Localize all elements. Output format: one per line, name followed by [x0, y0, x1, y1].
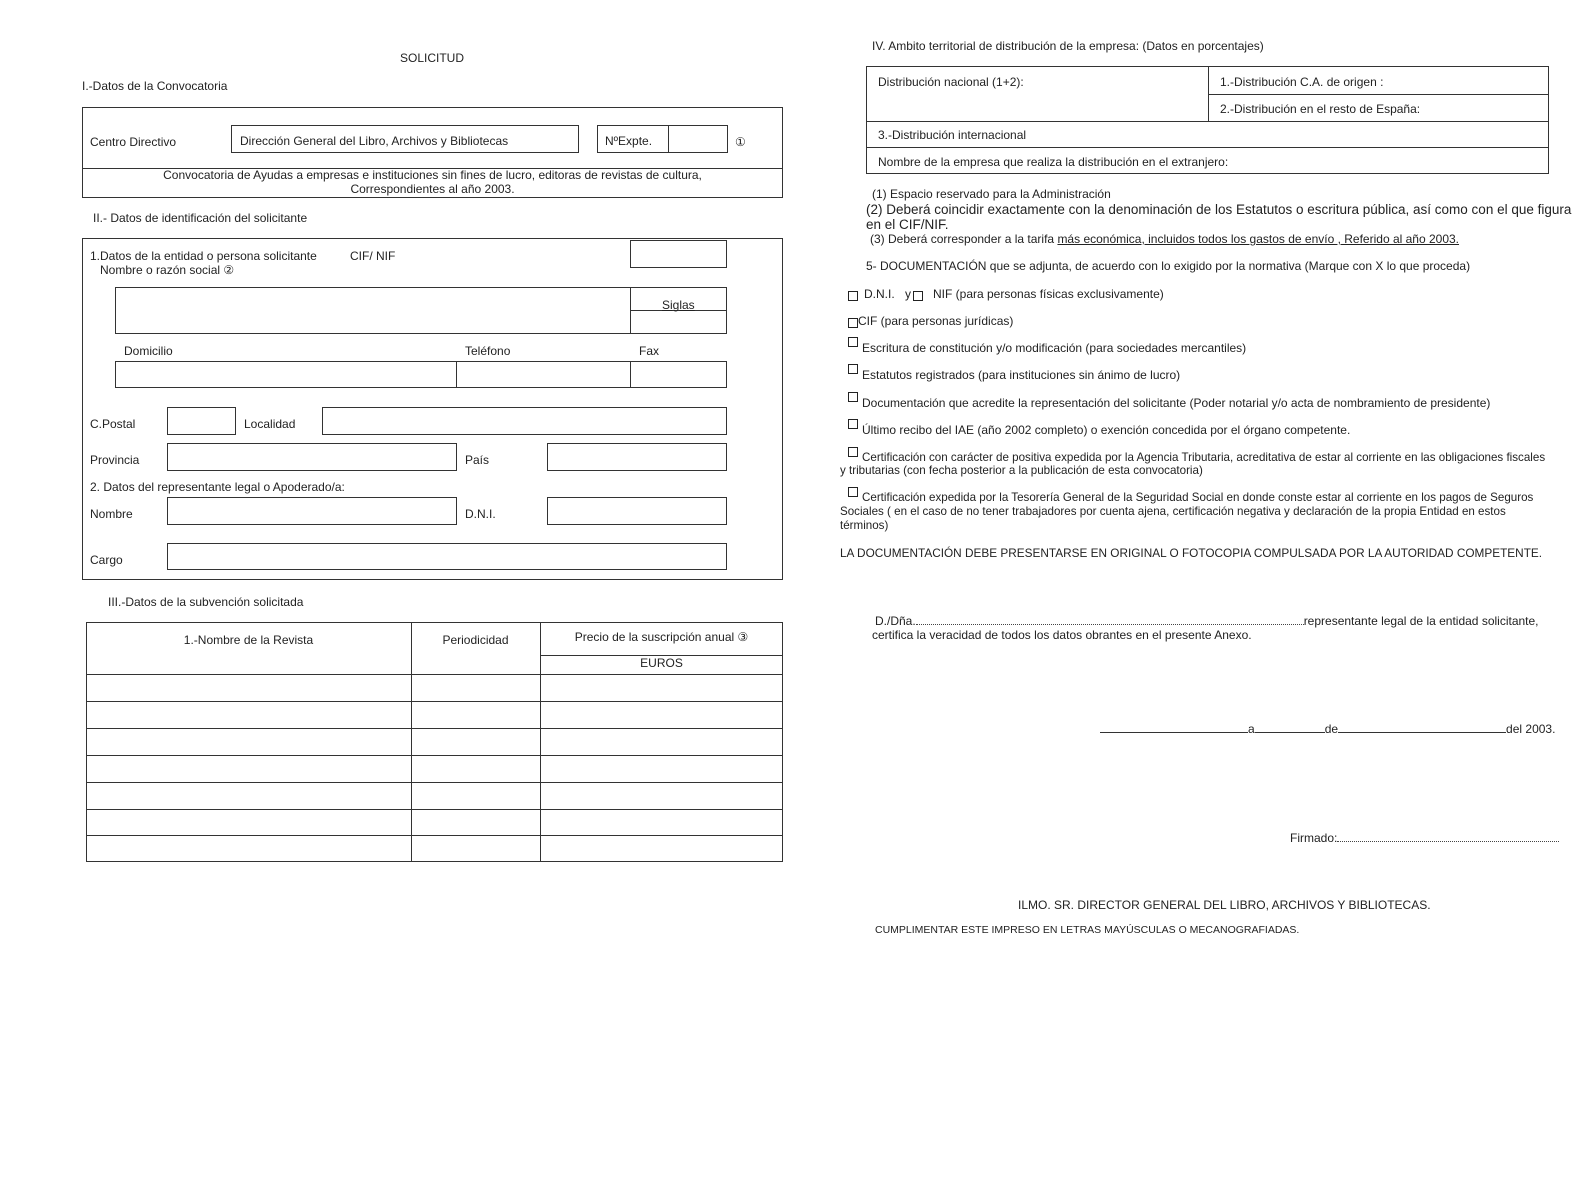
addressee: ILMO. SR. DIRECTOR GENERAL DEL LIBRO, ARCHIVOS Y BIBLIOTECAS. [1018, 898, 1431, 912]
expte-label: NºExpte. [605, 134, 653, 148]
date-de-label: de [1324, 722, 1339, 736]
note-1-mark: ① [735, 135, 746, 149]
cargo-label: Cargo [90, 553, 123, 567]
estatutos-label: Estatutos registrados (para instituciones sin ánimo de lucro) [862, 368, 1181, 382]
month-underline[interactable] [1338, 732, 1506, 733]
provincia-label: Provincia [90, 453, 140, 467]
localidad-field[interactable] [322, 407, 727, 435]
note-3 [870, 232, 1459, 246]
cert-agencia-line2: y tributarias (con fecha posterior a la publicación de esta convocatoria) [840, 464, 1203, 477]
dni-checkbox[interactable] [848, 291, 858, 301]
cif-nif-label: CIF/ NIF [350, 249, 396, 263]
table-row [87, 782, 782, 783]
distribucion-resto-espana: 2.-Distribución en el resto de España: [1220, 102, 1421, 116]
section-1-heading: I.-Datos de la Convocatoria [82, 79, 228, 93]
rep-nombre-field[interactable] [167, 497, 457, 525]
entity-label: 1.Datos de la entidad o persona solicitante [90, 249, 317, 263]
cargo-field[interactable] [167, 543, 727, 570]
provincia-field[interactable] [167, 443, 457, 471]
y-label: y [905, 287, 911, 301]
nif-checkbox[interactable] [913, 291, 923, 301]
certification-line1 [875, 614, 1539, 628]
certification-line2: certifica la veracidad de todos los datos obrantes en el presente Anexo. [872, 628, 1252, 642]
col-precio: Precio de la suscripción anual ③ [574, 630, 749, 644]
note-2-line2: en el CIF/NIF. [866, 217, 949, 232]
divider [867, 147, 1548, 148]
distribucion-internacional: 3.-Distribución internacional [878, 128, 1027, 142]
pais-field[interactable] [547, 443, 727, 471]
empresa-extranjero: Nombre de la empresa que realiza la distribución en el extranjero: [878, 155, 1229, 169]
representacion-checkbox[interactable] [848, 392, 858, 402]
note-3-underlined: más económica, incluidos todos los gastos de envío , Referido al año 2003. [1057, 232, 1460, 246]
place-underline[interactable] [1100, 732, 1248, 733]
table-row [87, 701, 782, 702]
instructions: CUMPLIMENTAR ESTE IMPRESO EN LETRAS MAYÚSCULAS O MECANOGRAFIADAS. [875, 924, 1300, 936]
table-row [87, 755, 782, 756]
centro-directivo-label: Centro Directivo [90, 135, 177, 149]
cif-label: CIF (para personas jurídicas) [858, 314, 1014, 328]
iae-label: Último recibo del IAE (año 2002 completo) o exención concedida por el órgano competente. [862, 423, 1351, 437]
cert-ss-line1: Certificación expedida por la Tesorería General de la Seguridad Social en donde conste estar al corriente en los pagos de Seguros [862, 491, 1534, 504]
domicilio-field[interactable] [115, 361, 457, 388]
rep-dni-field[interactable] [547, 497, 727, 525]
fax-label: Fax [639, 344, 660, 358]
telefono-field[interactable] [456, 361, 631, 388]
col-periodicidad: Periodicidad [442, 633, 509, 647]
cert-ss-line3: términos) [840, 519, 889, 532]
cert-agencia-checkbox[interactable] [848, 447, 858, 457]
col-nombre-revista: 1.-Nombre de la Revista [183, 633, 314, 647]
section-2-heading: II.- Datos de identificación del solicitante [93, 211, 308, 225]
note-2-line1: (2) Deberá coincidir exactamente con la denominación de los Estatutos o escritura pública, así como con el que figura [866, 202, 1572, 217]
rep-dni-label: D.N.I. [465, 507, 496, 521]
original-notice: LA DOCUMENTACIÓN DEBE PRESENTARSE EN ORIGINAL O FOTOCOPIA COMPULSADA POR LA AUTORIDAD COMPETENTE. [840, 546, 1543, 560]
note-1: (1) Espacio reservado para la Administración [872, 187, 1111, 201]
table-row [87, 728, 782, 729]
codigo-postal-label: C.Postal [90, 417, 136, 431]
rep-nombre-label: Nombre [90, 507, 133, 521]
divider [668, 126, 669, 152]
escritura-label: Escritura de constitución y/o modificación (para sociedades mercantiles) [862, 341, 1247, 355]
signature-line [1290, 831, 1559, 845]
nombre-razon-social-label: Nombre o razón social ② [100, 263, 235, 277]
representacion-label: Documentación que acredite la representación del solicitante (Poder notarial y/o acta de nombramiento de presidente) [862, 396, 1491, 410]
cif-nif-field[interactable] [630, 240, 727, 268]
cert-ss-checkbox[interactable] [848, 487, 858, 497]
escritura-checkbox[interactable] [848, 337, 858, 347]
centro-directivo-value: Dirección General del Libro, Archivos y Bibliotecas [240, 134, 509, 148]
distribucion-ca-origen: 1.-Distribución C.A. de origen : [1220, 75, 1384, 89]
date-line [1100, 722, 1555, 736]
cert-agencia-line1: Certificación con carácter de positiva expedida por la Agencia Tributaria, acreditativa de estar al corriente en las obligaciones fiscales [862, 451, 1546, 464]
distribucion-nacional: Distribución nacional (1+2): [878, 75, 1024, 89]
divider [867, 121, 1548, 122]
signature-dotted-line[interactable] [1337, 841, 1559, 842]
dd-label: D./Dña. [875, 614, 916, 628]
expte-field[interactable] [597, 125, 728, 153]
day-underline[interactable] [1255, 732, 1325, 733]
convocatoria-text-line1: Convocatoria de Ayudas a empresas e instituciones sin fines de lucro, editoras de revistas de cultura, [163, 168, 702, 182]
cif-checkbox[interactable] [848, 318, 858, 328]
estatutos-checkbox[interactable] [848, 364, 858, 374]
divider [411, 623, 412, 861]
centro-directivo-field[interactable] [231, 125, 579, 153]
iae-checkbox[interactable] [848, 419, 858, 429]
section-3-heading: III.-Datos de la subvención solicitada [108, 595, 304, 609]
nombre-razon-social-field[interactable] [115, 287, 727, 334]
table-row [87, 835, 782, 836]
divider [1208, 94, 1548, 95]
siglas-label: Siglas [662, 298, 695, 312]
table-row [87, 809, 782, 810]
section-5-heading: 5- DOCUMENTACIÓN que se adjunta, de acuerdo con lo exigido por la normativa (Marque con X lo que proceda) [866, 259, 1471, 273]
representative-heading: 2. Datos del representante legal o Apoderado/a: [90, 480, 345, 494]
codigo-postal-field[interactable] [167, 407, 236, 435]
note-3-prefix: (3) Deberá corresponder a la tarifa [870, 232, 1058, 246]
telefono-label: Teléfono [465, 344, 511, 358]
date-del-label: del 2003. [1506, 722, 1556, 736]
date-a-label: a [1248, 722, 1255, 736]
nif-label: NIF (para personas físicas exclusivamente) [933, 287, 1164, 301]
name-dotted-line[interactable] [916, 624, 1304, 625]
representante-label: representante legal de la entidad solicitante, [1303, 614, 1539, 628]
section-4-heading: IV. Ambito territorial de distribución de la empresa: (Datos en porcentajes) [872, 39, 1264, 53]
dni-label: D.N.I. [864, 287, 895, 301]
domicilio-label: Domicilio [124, 344, 173, 358]
pais-label: País [465, 453, 490, 467]
cert-ss-line2: Sociales ( en el caso de no tener trabajadores por cuenta ajena, certificación negativa y declaración de la propia Entidad en estos [840, 505, 1506, 518]
localidad-label: Localidad [244, 417, 296, 431]
form-title: SOLICITUD [400, 51, 465, 65]
table-row [87, 674, 782, 675]
fax-field[interactable] [630, 361, 727, 388]
firmado-label: Firmado: [1290, 831, 1338, 845]
col-euros: EUROS [640, 656, 683, 670]
convocatoria-text-line2: Correspondientes al año 2003. [350, 182, 515, 196]
